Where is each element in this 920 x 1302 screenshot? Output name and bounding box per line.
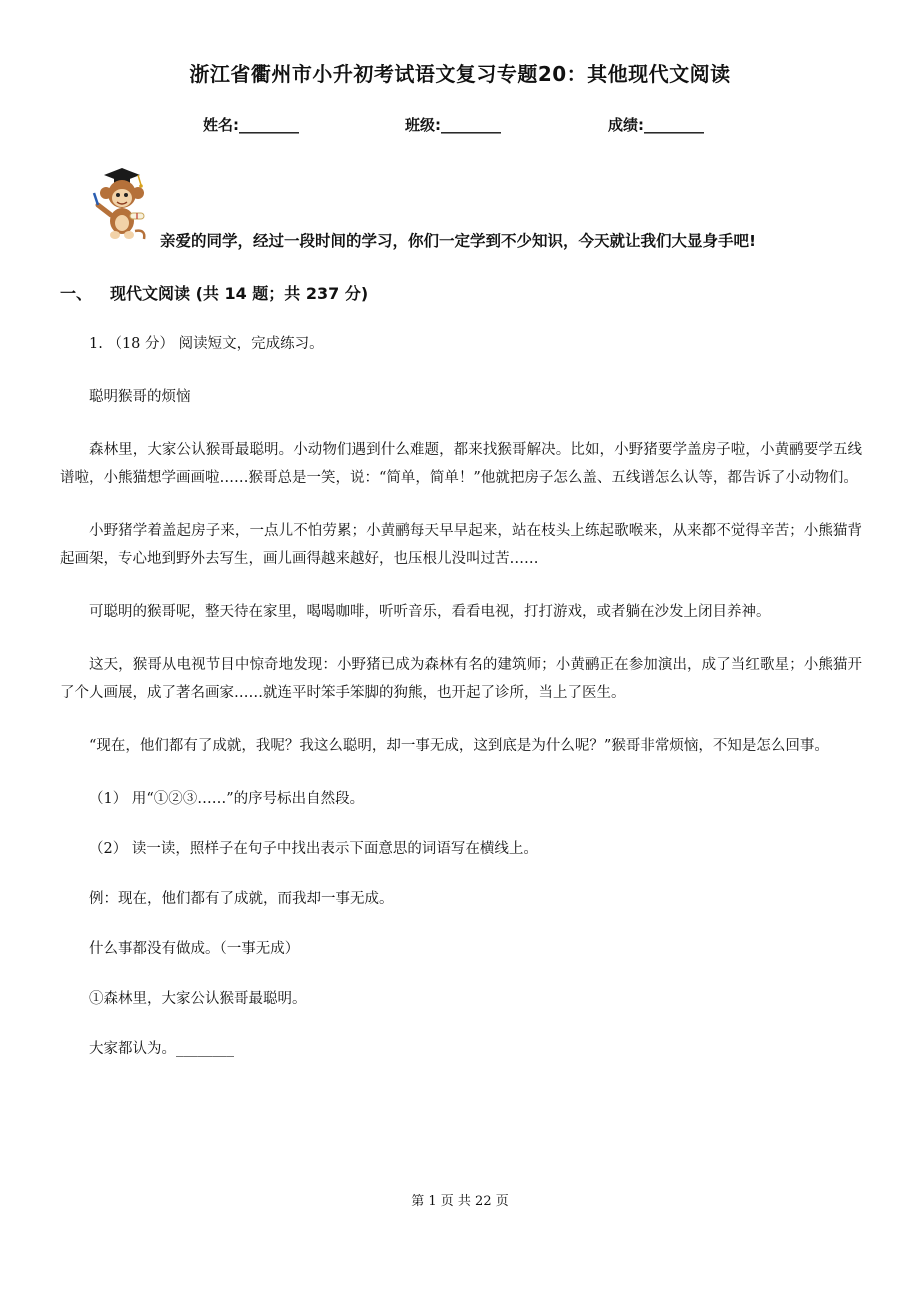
story-paragraph: 森林里，大家公认猴哥最聪明。小动物们遇到什么难题，都来找猴哥解决。比如，小野猪要学盖房子啦，小黄鹂要学五线谱啦，小熊猫想学画画啦……猴哥总是一笑，说：“简单，简单！”他就把房子怎么盖、五线谱怎么认等，都告诉了小动物们。 — [60, 442, 862, 486]
story-paragraph: 这天，猴哥从电视节目中惊奇地发现：小野猪已成为森林有名的建筑师；小黄鹂正在参加演出，成了当红歌星；小熊猫开了个人画展，成了著名画家……就连平时笨手笨脚的狗熊，也开起了诊所，当上了医生。 — [60, 657, 862, 701]
sub-question-2: （2） 读一读，照样子在句子中找出表示下面意思的词语写在横线上。 — [89, 841, 538, 857]
example-sentence: 例：现在，他们都有了成就，而我却一事无成。 — [89, 891, 394, 907]
question-content — [60, 330, 862, 1085]
name-field[interactable]: 姓名:________ — [203, 116, 299, 134]
story-paragraph: 小野猪学着盖起房子来，一点儿不怕劳累；小黄鹂每天早早起来，站在枝头上练起歌喉来，从来都不觉得辛苦；小熊猫背起画架，专心地到野外去写生，画儿画得越来越好，也压根儿没叫过苦…… — [60, 523, 862, 567]
score-field[interactable]: 成绩:________ — [608, 116, 704, 134]
item-1-answer-blank[interactable]: 大家都认为。________ — [89, 1041, 234, 1057]
page-title: 浙江省衢州市小升初考试语文复习专题20：其他现代文阅读 — [189, 62, 731, 86]
class-field[interactable]: 班级:________ — [405, 116, 501, 134]
item-1-sentence: ①森林里，大家公认猴哥最聪明。 — [89, 991, 307, 1007]
greeting-text: 亲爱的同学，经过一段时间的学习，你们一定学到不少知识，今天就让我们大显身手吧! — [160, 232, 757, 250]
story-paragraph: 可聪明的猴哥呢，整天待在家里，喝喝咖啡，听听音乐，看看电视，打打游戏，或者躺在沙发上闭目养神。 — [89, 604, 771, 620]
example-answer: 什么事都没有做成。（一事无成） — [89, 941, 300, 957]
question-header: 1. （18 分） 阅读短文，完成练习。 — [89, 336, 324, 352]
section-number: 一、 — [60, 284, 93, 303]
sub-question-1: （1） 用“①②③……”的序号标出自然段。 — [89, 791, 365, 807]
story-paragraph: “现在，他们都有了成就，我呢？我这么聪明，却一事无成，这到底是为什么呢？”猴哥非常烦恼，不知是怎么回事。 — [89, 738, 829, 754]
page-footer: 第 1 页 共 22 页 — [411, 1194, 509, 1209]
section-heading — [60, 281, 368, 304]
graduate-monkey-mascot-icon — [86, 165, 152, 245]
story-title: 聪明猴哥的烦恼 — [89, 389, 191, 405]
section-label: 现代文阅读 (共 14 题；共 237 分) — [110, 284, 369, 303]
